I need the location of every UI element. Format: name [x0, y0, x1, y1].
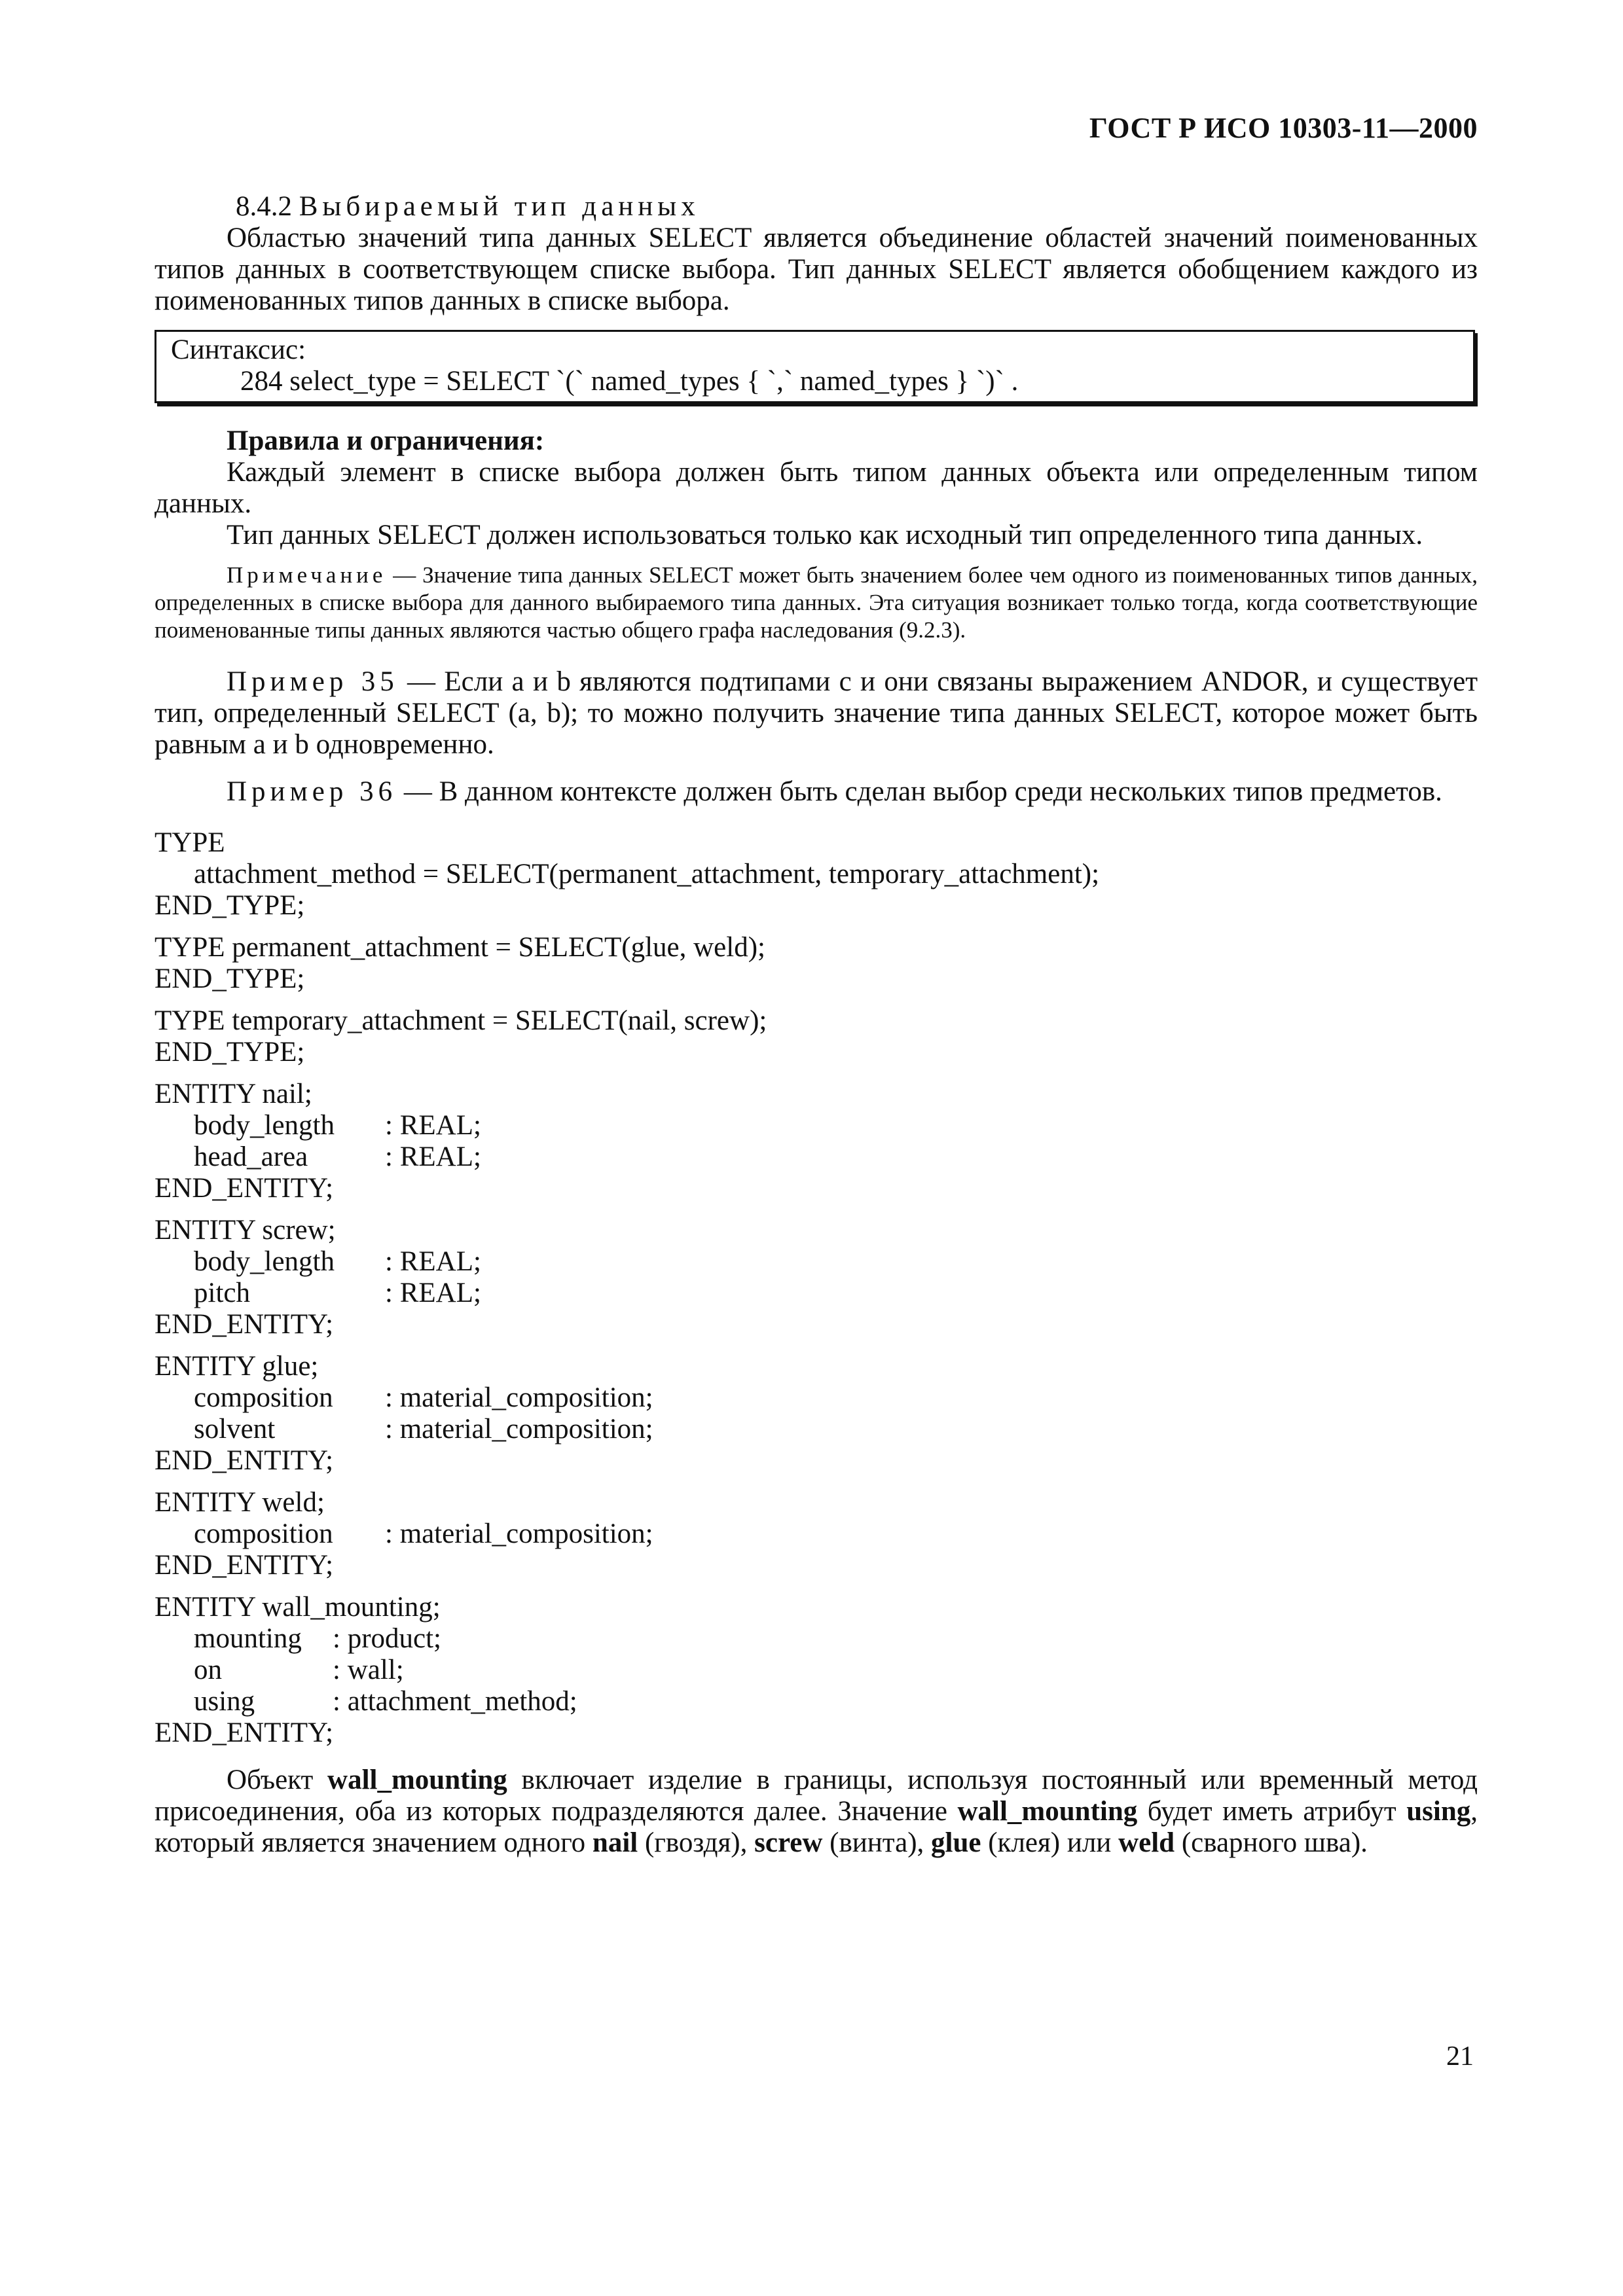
attribute-type: : material_composition;	[385, 1518, 653, 1549]
example-36	[155, 776, 1478, 808]
attribute-type: : product;	[333, 1623, 441, 1654]
code-entity-block	[155, 1351, 1478, 1477]
attribute-name: on	[194, 1655, 222, 1685]
syntax-label: Синтаксис:	[171, 334, 306, 365]
code-line: ENTITY glue;	[155, 1351, 319, 1382]
code-line: END_TYPE;	[155, 963, 305, 994]
code-line	[155, 1686, 1478, 1717]
final-paragraph	[155, 1765, 1478, 1859]
code-line	[155, 1141, 1478, 1173]
code-line: END_TYPE;	[155, 890, 305, 921]
section-heading	[236, 191, 1478, 223]
express-code	[155, 827, 1478, 1749]
attribute-type: : REAL;	[385, 1141, 481, 1172]
code-line	[155, 1246, 1478, 1278]
code-line	[155, 859, 1478, 890]
section-intro: Областью значений типа данных SELECT является объединение областей значений поименованных типов данных в соответствующем списке выбора. Тип данных SELECT является обобщением каждого из поименованных типов данных в списке выбора.	[155, 223, 1478, 316]
text: (винта),	[822, 1827, 932, 1858]
code-line	[155, 1414, 1478, 1445]
attribute-type: : REAL;	[385, 1278, 481, 1308]
code-line	[155, 1623, 1478, 1655]
code-line: END_ENTITY;	[155, 1550, 334, 1581]
code-line: ENTITY wall_mounting;	[155, 1592, 441, 1623]
code-type-block	[155, 827, 1478, 922]
bold-term: nail	[592, 1827, 638, 1858]
code-line: END_ENTITY;	[155, 1717, 334, 1748]
attribute-name: body_length	[194, 1110, 335, 1141]
page-content	[155, 191, 1478, 1859]
text: (гвоздя),	[638, 1827, 755, 1858]
example-text: — Если a и b являются подтипами c и они связаны выражением ANDOR, и существует тип, определенный SELECT (a, b); то можно получить значение типа данных SELECT, которое может быть равным a и b одновременно.	[155, 666, 1478, 760]
code-entity-block	[155, 1487, 1478, 1581]
attribute-name: composition	[194, 1382, 333, 1413]
text: (сварного шва).	[1175, 1827, 1368, 1858]
bold-term: using	[1406, 1796, 1471, 1827]
rule-item: Тип данных SELECT должен использоваться только как исходный тип определенного типа данных.	[227, 520, 1423, 550]
code-line: ENTITY screw;	[155, 1215, 336, 1246]
attribute-type: : attachment_method;	[333, 1686, 577, 1717]
code-line: TYPE	[155, 827, 225, 858]
code-line: TYPE temporary_attachment = SELECT(nail, screw);	[155, 1005, 767, 1036]
text: , который является значением одного	[155, 1796, 1478, 1858]
attribute-name: head_area	[194, 1141, 308, 1172]
example-text: — В данном контексте должен быть сделан выбор среди нескольких типов предметов.	[397, 776, 1442, 807]
code-line	[155, 1655, 1478, 1686]
code-line: END_ENTITY;	[155, 1173, 334, 1204]
code-line	[155, 1518, 1478, 1550]
text: включает изделие в границы, используя постоянный или временный метод присоединения, оба из которых подразделяются далее. Значение	[155, 1765, 1478, 1827]
attribute-name: solvent	[194, 1414, 276, 1444]
attribute-name: composition	[194, 1518, 333, 1549]
note	[155, 562, 1478, 644]
bold-term: screw	[754, 1827, 823, 1858]
code-line: END_TYPE;	[155, 1037, 305, 1067]
rules-title: Правила и ограничения:	[227, 425, 545, 456]
text: будет иметь атрибут	[1137, 1796, 1407, 1827]
section-title: Выбираемый тип данных	[299, 191, 700, 222]
rule-item: Каждый элемент в списке выбора должен быть типом данных объекта или определенным типом данных.	[155, 457, 1478, 519]
attribute-type: : REAL;	[385, 1110, 481, 1141]
note-text: — Значение типа данных SELECT может быть значением более чем одного из поименованных типов данных, определенных в списке выбора для данного выбираемого типа данных. Эта ситуация возникает только тогда, когда соответствующие поименованные типы данных являются частью общего графа наследования (9.2.3).	[155, 562, 1478, 643]
code-line: END_ENTITY;	[155, 1445, 334, 1476]
example-35	[155, 666, 1478, 761]
code-text: attachment_method = SELECT(permanent_attachment, temporary_attachment);	[194, 859, 1100, 889]
attribute-type: : material_composition;	[385, 1382, 653, 1413]
code-line	[155, 1278, 1478, 1309]
bold-term: glue	[931, 1827, 981, 1858]
code-line	[155, 1110, 1478, 1141]
code-line: END_ENTITY;	[155, 1309, 334, 1340]
code-line	[155, 1382, 1478, 1414]
code-type-block	[155, 1005, 1478, 1068]
note-label: Примечание	[227, 562, 387, 588]
code-entity-block	[155, 1592, 1478, 1749]
attribute-name: body_length	[194, 1246, 335, 1277]
code-line: ENTITY nail;	[155, 1079, 312, 1109]
attribute-type: : REAL;	[385, 1246, 481, 1277]
syntax-rule: 284 select_type = SELECT `(` named_types { `,` named_types } `)` .	[240, 366, 1019, 397]
attribute-type: : material_composition;	[385, 1414, 653, 1444]
example-label: Пример 35	[227, 666, 399, 697]
code-type-block	[155, 932, 1478, 995]
attribute-name: using	[194, 1686, 255, 1717]
code-entity-block	[155, 1215, 1478, 1340]
example-label: Пример 36	[227, 776, 397, 807]
text: (клея) или	[981, 1827, 1119, 1858]
attribute-name: pitch	[194, 1278, 250, 1308]
code-line: ENTITY weld;	[155, 1487, 325, 1518]
attribute-name: mounting	[194, 1623, 302, 1654]
code-entity-block	[155, 1079, 1478, 1204]
attribute-type: : wall;	[333, 1655, 404, 1685]
page-number: 21	[1446, 2041, 1474, 2072]
section-number: 8.4.2	[236, 191, 292, 222]
standard-header: ГОСТ Р ИСО 10303-11—2000	[1089, 112, 1478, 144]
bold-term: wall_mounting	[327, 1765, 507, 1795]
bold-term: weld	[1118, 1827, 1175, 1858]
text: Объект	[227, 1765, 328, 1795]
syntax-box	[155, 330, 1475, 403]
bold-term: wall_mounting	[957, 1796, 1138, 1827]
code-line: TYPE permanent_attachment = SELECT(glue, weld);	[155, 932, 765, 963]
